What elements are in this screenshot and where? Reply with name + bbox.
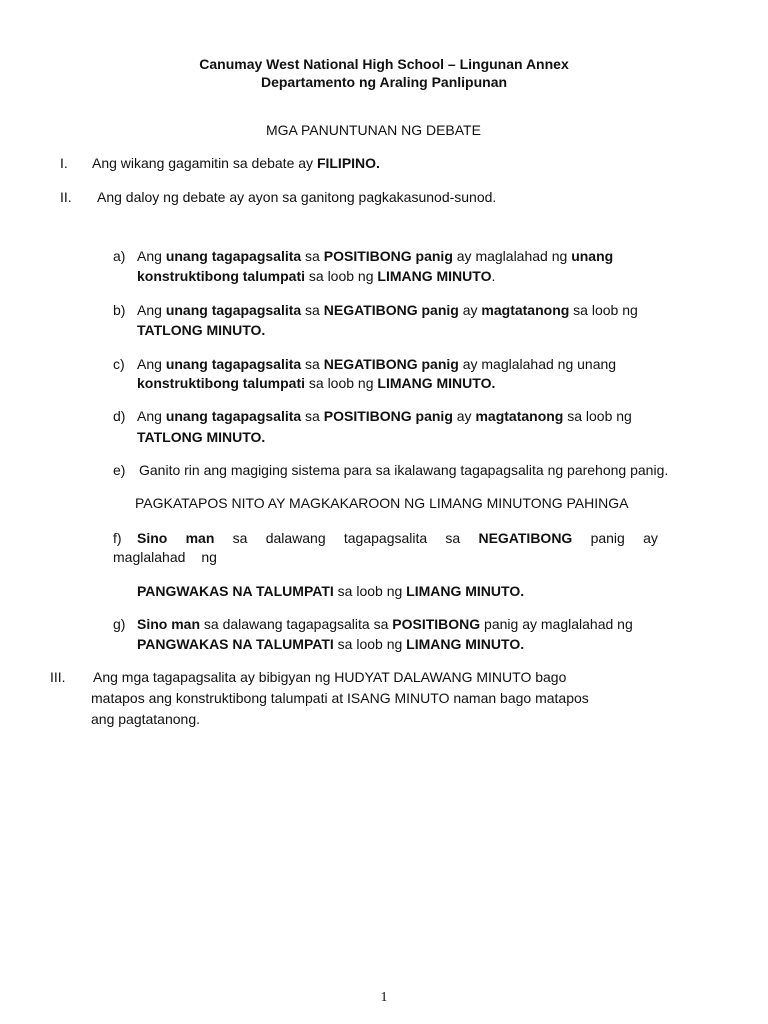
item-d-label: d): [113, 408, 126, 424]
item-e-label: e): [113, 462, 126, 478]
item-g-label: g): [113, 616, 126, 632]
rule-2-text: Ang daloy ng debate ay ayon sa ganitong pagkakasunod-sunod.: [97, 189, 497, 205]
page-number: 1: [380, 990, 388, 1005]
rule-3-line-1: Ang mga tagapagsalita ay bibigyan ng HUDYAT DALAWANG MINUTO bago: [93, 669, 567, 685]
item-f-line-3: PANGWAKAS NA TALUMPATI sa loob ng LIMANG MINUTO.: [137, 583, 525, 599]
document-title: MGA PANUNTUNAN NG DEBATE: [266, 122, 481, 138]
item-a-line-2: konstruktibong talumpati sa loob ng LIMANG MINUTO.: [137, 268, 496, 284]
item-c-line-1: Ang unang tagapagsalita sa NEGATIBONG panig ay maglalahad ng unang: [137, 356, 617, 372]
item-g-line-1: Sino man sa dalawang tagapagsalita sa POSITIBONG panig ay maglalahad ng: [137, 616, 633, 632]
rule-1-number: I.: [60, 155, 68, 171]
item-f-label: f): [113, 530, 122, 546]
item-d-line-1: Ang unang tagapagsalita sa POSITIBONG panig ay magtatanong sa loob ng: [137, 408, 632, 424]
item-b-line-1: Ang unang tagapagsalita sa NEGATIBONG panig ay magtatanong sa loob ng: [137, 302, 638, 318]
rule-2-number: II.: [60, 189, 72, 205]
item-b-label: b): [113, 302, 126, 318]
item-f-line-2: maglalahad ng: [113, 549, 217, 565]
item-e-text: Ganito rin ang magiging sistema para sa ikalawang tagapagsalita ng parehong panig.: [139, 462, 669, 478]
department-name: Departamento ng Araling Panlipunan: [260, 74, 508, 90]
item-b-line-2: TATLONG MINUTO.: [137, 322, 266, 338]
rule-3-line-2: matapos ang konstruktibong talumpati at ISANG MINUTO naman bago matapos: [91, 690, 589, 706]
item-d-line-2: TATLONG MINUTO.: [137, 429, 266, 445]
item-c-line-2: konstruktibong talumpati sa loob ng LIMANG MINUTO.: [137, 375, 496, 391]
item-c-label: c): [113, 356, 125, 372]
item-f-line-1: Sino man sa dalawang tagapagsalita sa NEGATIBONG panig ay: [137, 530, 658, 546]
item-a-line-1: Ang unang tagapagsalita sa POSITIBONG panig ay maglalahad ng unang: [137, 248, 614, 264]
item-a-label: a): [113, 248, 126, 264]
rule-3-number: III.: [50, 669, 66, 685]
item-g-line-2: PANGWAKAS NA TALUMPATI sa loob ng LIMANG MINUTO.: [137, 636, 525, 652]
rule-1-text: Ang wikang gagamitin sa debate ay FILIPINO.: [92, 155, 380, 171]
break-note: PAGKATAPOS NITO AY MAGKAKAROON NG LIMANG MINUTONG PAHINGA: [135, 495, 629, 511]
rule-3-line-3: ang pagtatanong.: [91, 711, 200, 727]
school-name: Canumay West National High School – Lingunan Annex: [199, 56, 569, 72]
